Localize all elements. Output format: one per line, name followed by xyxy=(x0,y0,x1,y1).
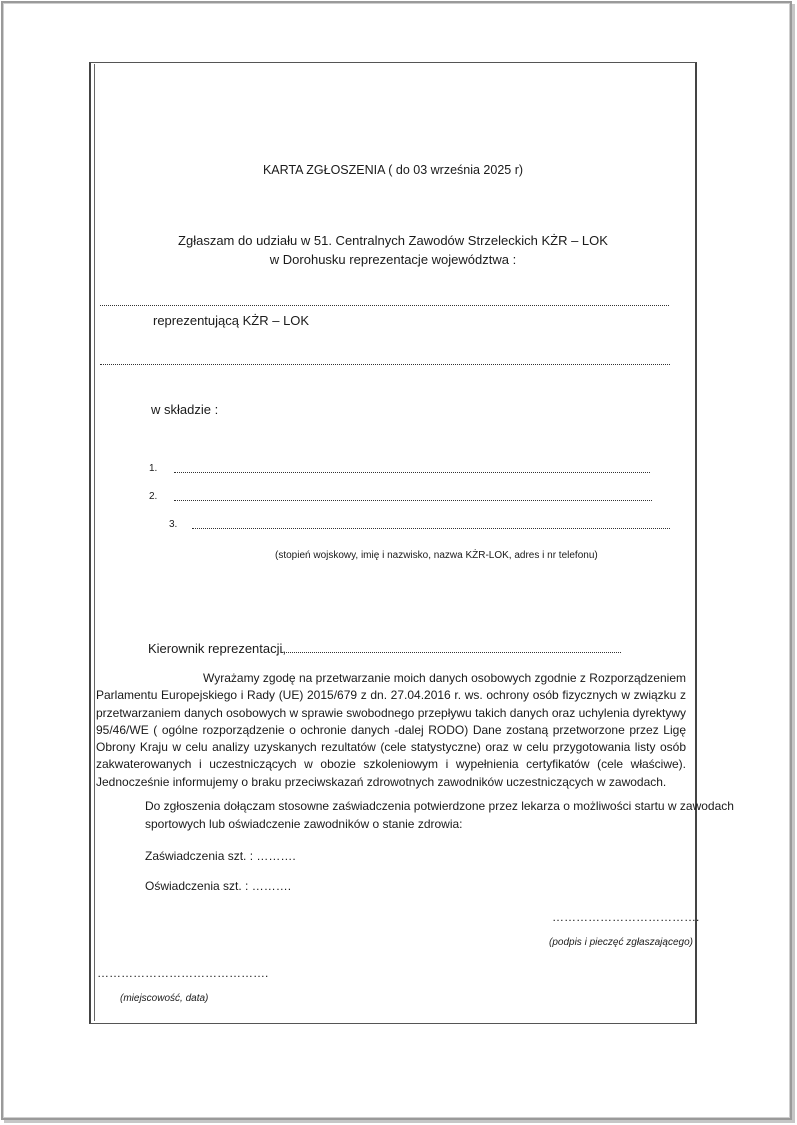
statements-count[interactable]: Oświadczenia szt. : ………. xyxy=(145,879,292,893)
composition-label: w składzie : xyxy=(151,402,219,417)
certificates-count[interactable]: Zaświadczenia szt. : ………. xyxy=(145,849,296,863)
attachment-line-2: sportowych lub oświadczenie zawodników o stanie zdrowia: xyxy=(145,817,463,831)
member-number-3: 3. xyxy=(169,519,178,530)
leader-field[interactable] xyxy=(281,652,621,653)
leader-label: Kierownik reprezentacji, xyxy=(148,641,287,656)
intro-line-1: Zgłaszam do udziału w 51. Centralnych Zawodów Strzeleckich KŻR – LOK xyxy=(178,233,608,248)
signature-caption: (podpis i pieczęć zgłaszającego) xyxy=(549,937,693,948)
form-frame-inner-line xyxy=(94,64,95,1021)
representing-label: reprezentującą KŻR – LOK xyxy=(153,313,310,328)
place-date-field[interactable]: ……………………………………. xyxy=(97,966,269,980)
page-shadow-bottom xyxy=(4,1120,795,1123)
page-shadow-right xyxy=(792,4,795,1122)
voivodeship-field[interactable] xyxy=(100,305,669,306)
attachment-line-1: Do zgłoszenia dołączam stosowne zaświadczenia potwierdzone przez lekarza o możliwości startu w zawodach xyxy=(145,799,734,813)
members-hint: (stopień wojskowy, imię i nazwisko, nazwa KŻR-LOK, adres i nr telefonu) xyxy=(275,550,598,561)
member-number-2: 2. xyxy=(149,491,158,502)
member-number-1: 1. xyxy=(149,463,158,474)
kzr-lok-field[interactable] xyxy=(100,364,670,365)
consent-paragraph: Wyrażamy zgodę na przetwarzanie moich danych osobowych zgodnie z Rozporządzeniem Parlamentu Europejskiego i Rady (UE) 2015/679 z dn. 27.04.2016 r. ws. ochrony osób fizycznych w związku z przetwarzaniem danych osobowych w sprawie swobodnego przepływu takich danych oraz uchylenia dyrektywy 95/46/WE ( ogólne rozporządzenie o ochronie danych -dalej RODO) Dane zostaną przetworzone przez Ligę Obrony Kraju w celu analizy uzyskanych rezultatów (cele statystyczne) oraz w celu przygotowania listy osób zakwaterowanych i uczestniczących w obozie szkoleniowym i wypełnienia certyfikatów (cele właściwe). Jednocześnie informujemy o braku przeciwskazań zdrowotnych zawodników uczestniczących w zawodach. xyxy=(96,671,686,789)
member-field-3[interactable] xyxy=(192,528,670,529)
intro-line-2: w Dorohusku reprezentacje województwa : xyxy=(269,252,517,267)
place-date-caption: (miejscowość, data) xyxy=(120,993,209,1004)
member-field-1[interactable] xyxy=(174,472,650,473)
form-title: KARTA ZGŁOSZENIA ( do 03 września 2025 r) xyxy=(262,163,524,177)
signature-field[interactable]: ………………………………. xyxy=(552,910,700,924)
member-field-2[interactable] xyxy=(174,500,652,501)
